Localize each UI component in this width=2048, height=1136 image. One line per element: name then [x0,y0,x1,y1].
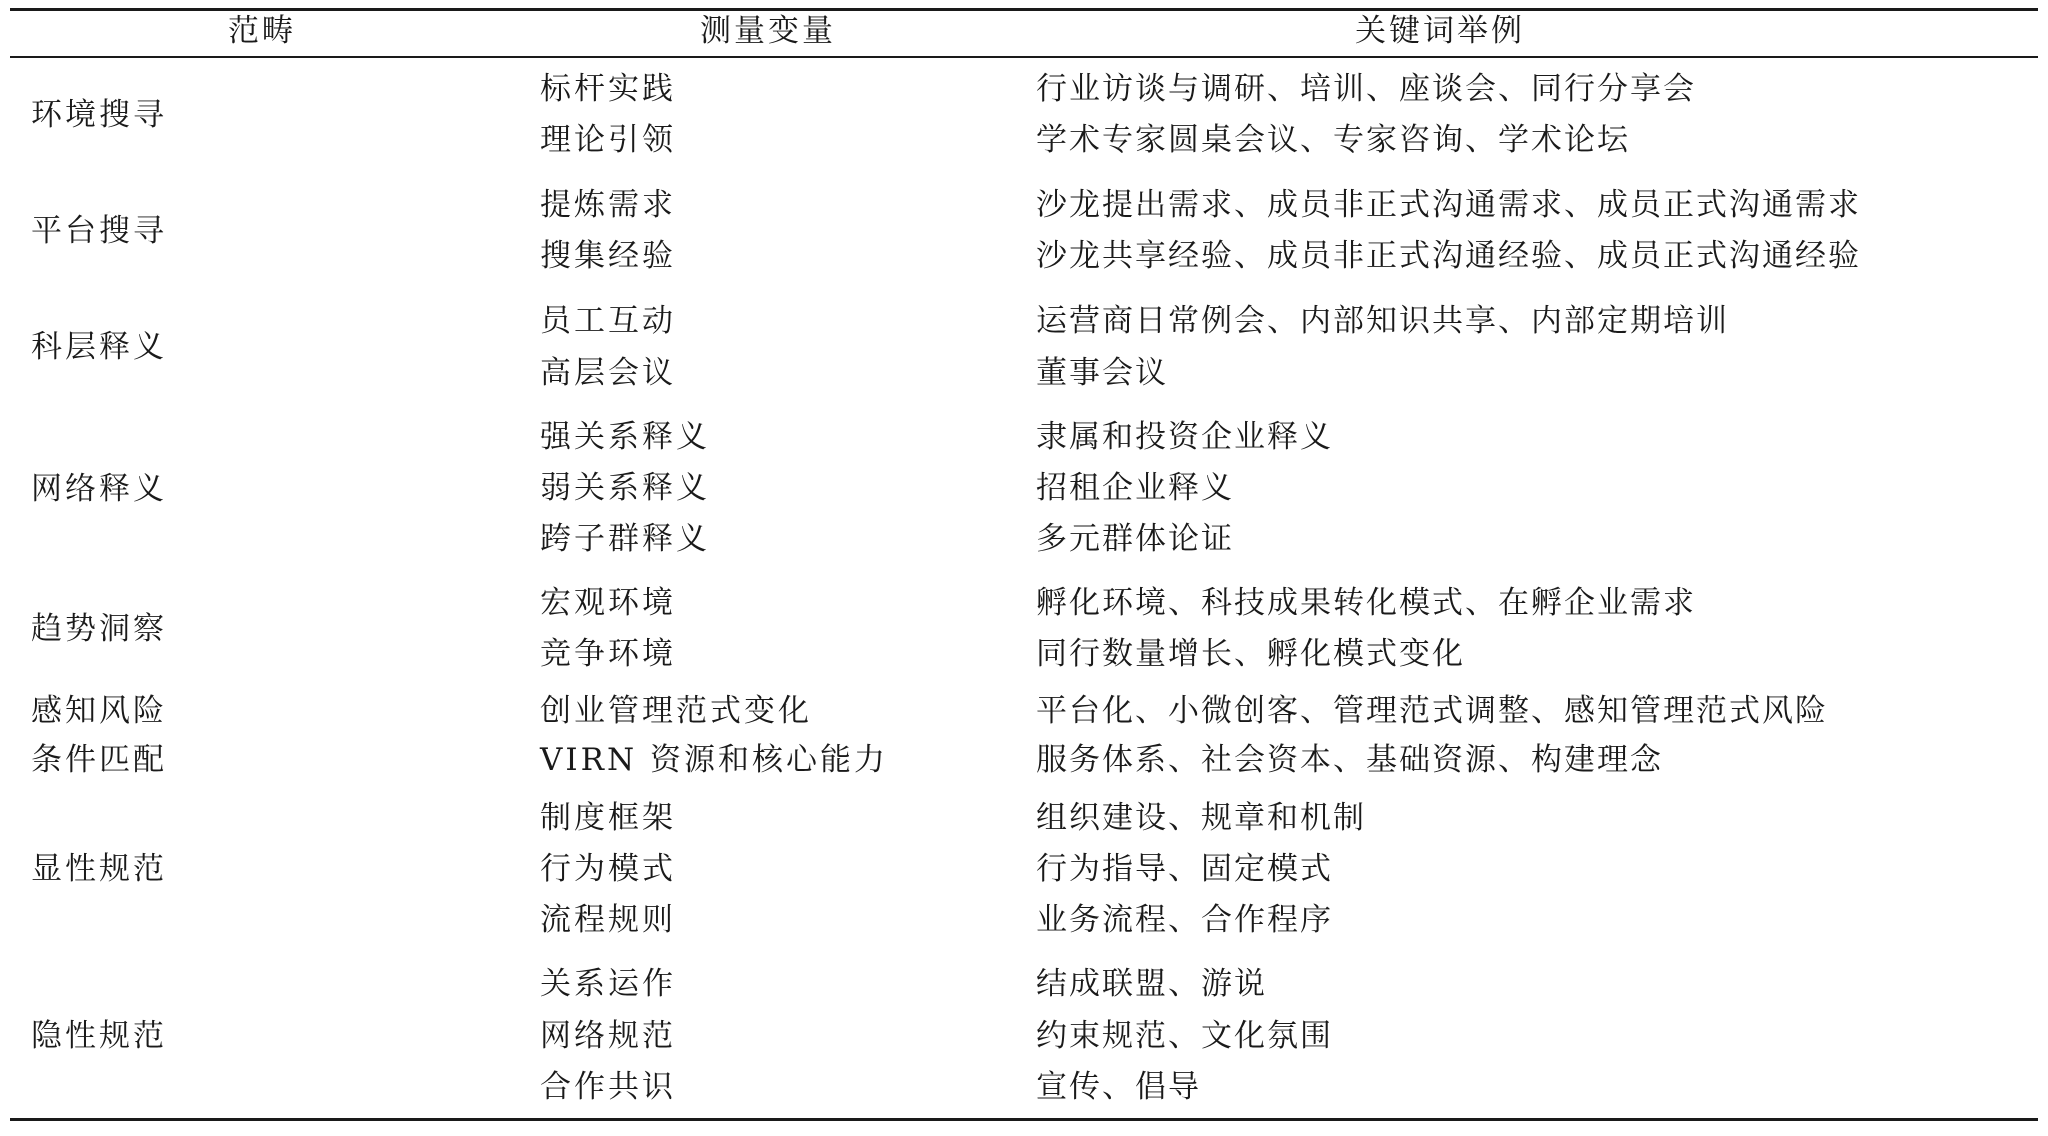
header-variable: 测量变量 [700,13,836,49]
variable-cell: 弱关系释义 [540,470,710,506]
variable-cell: 提炼需求 [540,187,676,223]
category-label: 条件匹配 [31,742,167,778]
variable-cell: 跨子群释义 [540,521,710,557]
data-table [10,8,2038,1122]
variable-cell: 制度框架 [540,800,676,836]
table-header-rule [10,56,2038,58]
variable-cell: 强关系释义 [540,419,710,455]
variable-cell: 网络规范 [540,1018,676,1054]
keywords-cell: 组织建设、规章和机制 [1036,800,1366,836]
keywords-cell: 约束规范、文化氛围 [1036,1018,1333,1054]
keywords-cell: 沙龙共享经验、成员非正式沟通经验、成员正式沟通经验 [1036,238,1861,274]
category-label: 感知风险 [31,693,167,729]
variable-cell: 员工互动 [540,303,676,339]
category-label: 环境搜寻 [31,97,167,133]
keywords-cell: 沙龙提出需求、成员非正式沟通需求、成员正式沟通需求 [1036,187,1861,223]
variable-cell: 创业管理范式变化 [540,693,812,729]
header-keywords: 关键词举例 [1355,13,1525,49]
variable-cell: 行为模式 [540,851,676,887]
keywords-cell: 宣传、倡导 [1036,1069,1201,1105]
category-label: 显性规范 [31,851,167,887]
keywords-cell: 业务流程、合作程序 [1036,902,1333,938]
variable-cell: 标杆实践 [540,71,676,107]
variable-cell: 流程规则 [540,902,676,938]
header-category: 范畴 [228,13,296,49]
keywords-cell: 运营商日常例会、内部知识共享、内部定期培训 [1036,303,1729,339]
keywords-cell: 行业访谈与调研、培训、座谈会、同行分享会 [1036,71,1696,107]
table-top-rule [10,8,2038,11]
variable-cell: 合作共识 [540,1069,676,1105]
table-bottom-rule [10,1118,2038,1121]
keywords-cell: 多元群体论证 [1036,521,1234,557]
category-label: 隐性规范 [31,1018,167,1054]
variable-cell: 宏观环境 [540,585,676,621]
keywords-cell: 董事会议 [1036,355,1168,391]
keywords-cell: 学术专家圆桌会议、专家咨询、学术论坛 [1036,122,1630,158]
variable-cell: 关系运作 [540,966,676,1002]
category-label: 平台搜寻 [31,213,167,249]
category-label: 科层释义 [31,329,167,365]
variable-cell: 理论引领 [540,122,676,158]
keywords-cell: 孵化环境、科技成果转化模式、在孵企业需求 [1036,585,1696,621]
variable-cell: 竞争环境 [540,636,676,672]
variable-cell: 搜集经验 [540,238,676,274]
category-label: 网络释义 [31,471,167,507]
keywords-cell: 同行数量增长、孵化模式变化 [1036,636,1465,672]
keywords-cell: 结成联盟、游说 [1036,966,1267,1002]
variable-cell: VIRN 资源和核心能力 [540,742,888,778]
keywords-cell: 隶属和投资企业释义 [1036,419,1333,455]
variable-cell: 高层会议 [540,355,676,391]
keywords-cell: 服务体系、社会资本、基础资源、构建理念 [1036,742,1663,778]
category-label: 趋势洞察 [31,611,167,647]
keywords-cell: 招租企业释义 [1036,470,1234,506]
keywords-cell: 平台化、小微创客、管理范式调整、感知管理范式风险 [1036,693,1828,729]
keywords-cell: 行为指导、固定模式 [1036,851,1333,887]
